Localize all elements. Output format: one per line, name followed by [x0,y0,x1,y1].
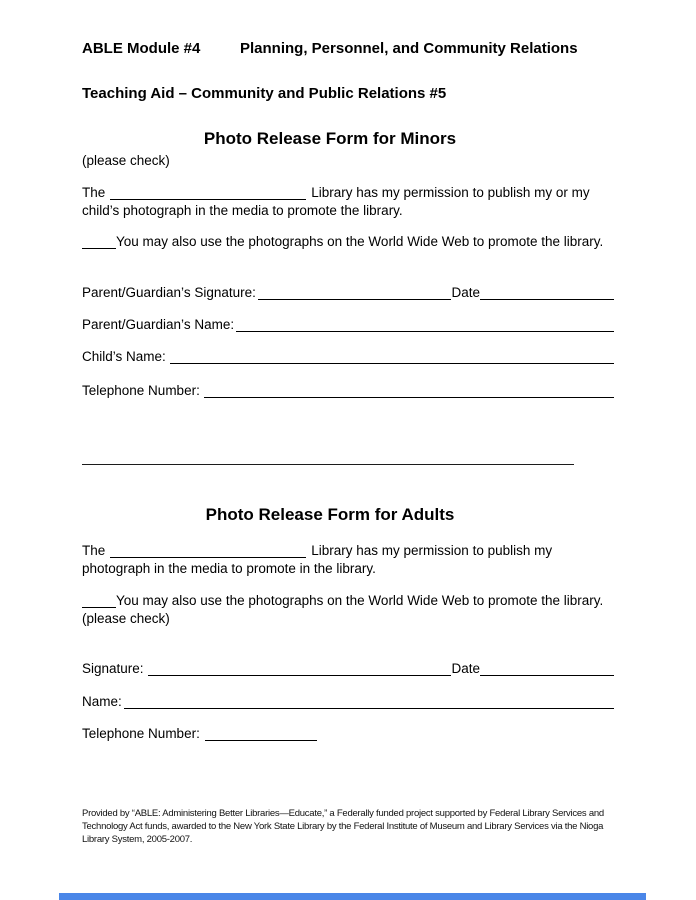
adults-please-check: (please check) [82,611,170,626]
adults-form-title: Photo Release Form for Adults [205,505,455,524]
page-break-bar [59,893,646,900]
minors-please-check: (please check) [82,153,170,168]
minors-permission-pre: The [82,185,106,200]
adults-phone-row [82,725,614,742]
footer-line-1: Provided by “ABLE: Administering Better Libraries—Educate,” a Federally funded project supported by Federal Library Services and [82,808,604,819]
adults-date-label: Date [451,661,480,676]
minors-web-consent-text: You may also use the photographs on the World Wide Web to promote the library. [116,234,604,249]
adults-signature-row [82,660,614,677]
adults-date-blank[interactable] [480,672,614,676]
module-title: Planning, Personnel, and Community Relations [240,40,578,57]
minors-date-blank[interactable] [480,296,614,300]
minors-phone-label: Telephone Number: [82,383,200,398]
adults-name-blank[interactable] [124,705,614,709]
minors-web-consent-check-blank[interactable] [82,245,116,249]
minors-form-title: Photo Release Form for Minors [203,129,457,148]
adults-web-consent-text: You may also use the photographs on the World Wide Web to promote the library. [116,593,604,608]
child-name-label: Child’s Name: [82,349,166,364]
document-header [0,40,696,58]
minors-date-label: Date [451,285,480,300]
footer-line-2: Technology Act funds, awarded to the New York State Library by the Federal Institute of Museum and Library Services via the Nioga [82,821,604,832]
adults-permission-line2: photograph in the media to promote in the library. [82,561,376,576]
adults-phone-label: Telephone Number: [82,726,200,741]
minors-web-consent-line [82,233,636,251]
minors-signature-label: Parent/Guardian’s Signature: [82,285,256,300]
adults-permission-pre: The [82,543,106,558]
minors-permission-paragraph [82,184,636,220]
adults-signature-blank[interactable] [148,672,452,676]
adults-name-label: Name: [82,694,122,709]
minors-phone-blank[interactable] [204,394,614,398]
minors-phone-row [82,382,614,399]
adults-web-consent-check-blank[interactable] [82,604,116,608]
footer-line-3: Library System, 2005-2007. [82,834,193,845]
minors-signature-blank[interactable] [258,296,452,300]
teaching-aid-subtitle: Teaching Aid – Community and Public Relations #5 [82,85,447,102]
adults-library-name-blank[interactable] [110,554,306,558]
minors-permission-line2: child’s photograph in the media to promote the library. [82,203,403,218]
adults-permission-paragraph [82,542,636,578]
minors-permission-post: Library has my permission to publish my or my [311,185,590,200]
adults-signature-label: Signature: [82,661,144,676]
minors-name-row [82,316,614,333]
minors-child-name-row [82,348,614,365]
module-label: ABLE Module #4 [82,40,201,57]
minors-name-blank[interactable] [236,328,614,332]
section-divider-line [82,464,574,465]
minors-signature-row [82,284,614,301]
adults-permission-post: Library has my permission to publish my [311,543,553,558]
minors-library-name-blank[interactable] [110,196,306,200]
adults-name-row [82,693,614,710]
minors-name-label: Parent/Guardian’s Name: [82,317,235,332]
adults-web-consent-line [82,592,636,628]
child-name-blank[interactable] [170,360,614,364]
adults-phone-blank[interactable] [205,737,317,741]
footer-credit [82,807,604,846]
